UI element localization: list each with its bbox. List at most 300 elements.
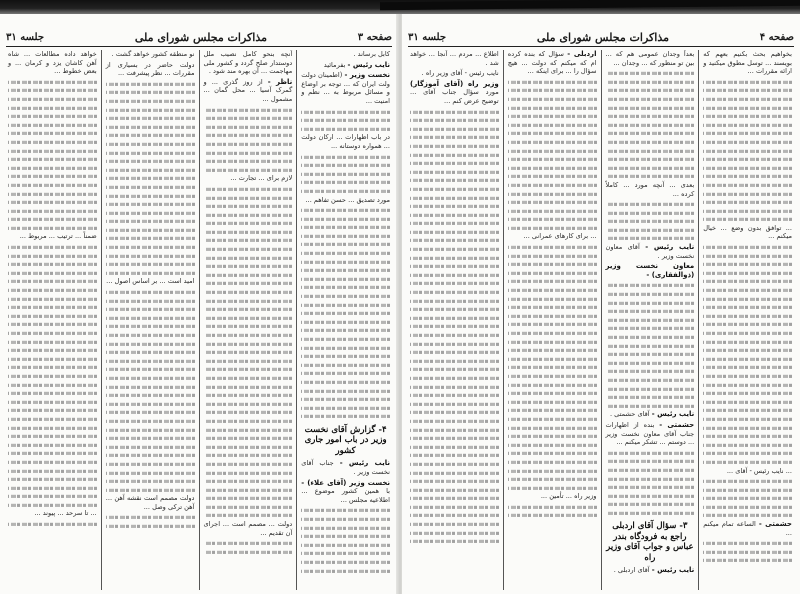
speaker-label: نایب رئیس - (339, 459, 390, 468)
text-line (106, 194, 195, 197)
paragraph: وزیر راه ... تأمین ... (540, 492, 597, 501)
text-line (703, 175, 792, 178)
text-line (410, 205, 499, 208)
column-1 (698, 50, 796, 590)
text-line (703, 158, 792, 161)
text-line (703, 332, 792, 335)
text-line (606, 512, 695, 515)
text-line (508, 132, 597, 135)
text-line (703, 218, 792, 221)
text-line (410, 325, 499, 328)
paragraph: دولت ... مصمم است ... اجرای آن تقدیم ... (203, 520, 293, 537)
text-line (106, 334, 195, 337)
text-line (204, 299, 293, 302)
text-line (606, 379, 695, 382)
text-line (106, 463, 195, 466)
text-line (8, 218, 97, 221)
text-line (204, 385, 293, 388)
text-line (106, 360, 195, 363)
text-line (606, 301, 695, 304)
column-4 (406, 50, 503, 590)
text-line (410, 196, 499, 199)
text-line (508, 332, 597, 335)
text-line (508, 486, 597, 489)
scan-edge-shadow (0, 0, 800, 14)
text-line (301, 561, 390, 564)
text-line (508, 106, 597, 109)
text-line (606, 494, 695, 497)
text-line (508, 358, 597, 361)
text-line (606, 460, 695, 463)
speaker-label: اردبلی - (567, 50, 597, 58)
text-line (606, 293, 695, 296)
text-line (703, 435, 792, 438)
text-line (8, 366, 97, 369)
text-line (8, 149, 97, 152)
text-line (106, 126, 195, 129)
paragraph: کابل برساند . (353, 50, 390, 58)
text-line (106, 177, 195, 180)
text-line (410, 360, 499, 363)
text-line (410, 188, 499, 191)
text-line (410, 394, 499, 397)
text-line (106, 411, 195, 414)
paragraph: ... توافق بدون وضع ... خیال میکنم ... (703, 223, 792, 241)
text-line (508, 209, 597, 212)
paragraph: مورد تصدیق ... حسن تفاهم ... (305, 195, 390, 204)
text-line (204, 411, 293, 414)
text-line (8, 315, 97, 318)
text-line (410, 342, 499, 345)
text-line (8, 461, 97, 464)
text-line (8, 409, 97, 412)
text-line (204, 117, 293, 120)
text-line (703, 452, 792, 455)
text-line (8, 504, 97, 507)
speaker-label: حشمتی - (659, 420, 695, 429)
text-line (410, 351, 499, 354)
text-line (410, 256, 499, 259)
text-line (703, 306, 792, 309)
text-line (8, 401, 97, 404)
text-line (8, 98, 97, 101)
text-line (106, 446, 195, 449)
text-line (301, 217, 390, 220)
text-line (508, 306, 597, 309)
paragraph: نایب رئیس - آقای اردبلی . (613, 566, 695, 575)
text-line (106, 368, 195, 371)
column-2 (601, 50, 699, 590)
text-line (204, 256, 293, 259)
text-line (508, 375, 597, 378)
text-line (204, 274, 293, 277)
text-line (508, 184, 597, 187)
text-line (106, 317, 195, 320)
text-line (606, 396, 695, 399)
text-line (8, 209, 97, 212)
text-line (204, 454, 293, 457)
text-line (204, 143, 293, 146)
text-line (410, 136, 499, 139)
text-line (508, 81, 597, 84)
page-number: صفحه ۳ (357, 32, 392, 43)
text-line (508, 506, 597, 509)
text-line (508, 167, 597, 170)
text-line (204, 231, 293, 234)
text-line (301, 364, 390, 367)
session-number: جلسه ۳۱ (408, 32, 447, 43)
text-line (204, 551, 293, 554)
text-line (204, 134, 293, 137)
text-line (410, 428, 499, 431)
text-line (8, 254, 97, 257)
text-line (703, 98, 792, 101)
text-line (606, 237, 695, 240)
paragraph: نو منطقه کشور خواهد گشت . (111, 50, 195, 58)
text-line (508, 478, 597, 481)
text-line (204, 506, 293, 509)
text-line (8, 452, 97, 455)
text-line (606, 405, 695, 408)
text-line (106, 385, 195, 388)
paragraph (606, 262, 695, 279)
text-line (410, 308, 499, 311)
text-line (410, 110, 499, 113)
text-line (606, 158, 695, 161)
paragraph: دولت حاضر در بسیاری از مقررات ... نظر پیشرفت ... (105, 60, 195, 78)
text-line (301, 128, 390, 131)
text-line (106, 488, 195, 491)
text-line (508, 366, 597, 369)
text-line (410, 162, 499, 165)
text-line (106, 254, 195, 257)
text-line (606, 319, 695, 322)
text-line (8, 469, 97, 472)
text-line (508, 246, 597, 249)
text-line (703, 315, 792, 318)
text-line (410, 171, 499, 174)
speaker-label: نایب رئیس - (347, 60, 390, 69)
text-line (106, 220, 195, 223)
paragraph: ضمناً ... ترتیب ... مربوط ... (19, 232, 97, 241)
text-line (106, 211, 195, 214)
text-line (204, 334, 293, 337)
text-line (508, 315, 597, 318)
text-line (606, 336, 695, 339)
text-line (204, 317, 293, 320)
text-line (8, 392, 97, 395)
text-line (410, 471, 499, 474)
text-line (703, 89, 792, 92)
text-line (703, 488, 792, 491)
text-line (606, 370, 695, 373)
text-line (8, 486, 97, 489)
speaker-label: نایب رئیس - (645, 243, 695, 252)
text-line (606, 149, 695, 152)
text-line (301, 173, 390, 176)
text-line (508, 392, 597, 395)
paragraph: دولت مصمم است نقشه آهن ... آهن ترکی وصل ... (105, 494, 195, 511)
text-line (606, 89, 695, 92)
text-line (703, 192, 792, 195)
column-2 (199, 50, 297, 590)
paragraph: ... تا سرحد ... پیوند ... (34, 509, 97, 518)
text-line (106, 516, 195, 519)
text-line (301, 243, 390, 246)
text-line (703, 272, 792, 275)
section-heading: ۳- سؤال آقای اردبلی راجع به فرودگاه بندر عباس و جواب آقای وزیر راه (606, 521, 694, 563)
text-line (410, 239, 499, 242)
text-line (508, 201, 597, 204)
text-line (106, 308, 195, 311)
text-line (508, 141, 597, 144)
text-line (606, 486, 695, 489)
text-line (106, 246, 195, 249)
text-line (410, 497, 499, 500)
text-line (703, 323, 792, 326)
text-line (8, 426, 97, 429)
text-line (301, 526, 390, 529)
text-line (106, 143, 195, 146)
column-3 (101, 50, 199, 590)
text-line (410, 437, 499, 440)
section-heading: ۴- گزارش آقای نخست وزیر در باب امور جاری کشور (304, 424, 387, 456)
text-line (410, 368, 499, 371)
text-line (8, 340, 97, 343)
paragraph: نخست وزیر - (اطمینان دولت ولت ایران که ... توجه بر اوضاع و مسائل مربوط به ... نظم و امنیت ... (301, 71, 390, 105)
text-line (606, 344, 695, 347)
text-line (606, 452, 695, 455)
text-line (204, 377, 293, 380)
text-line (301, 329, 390, 332)
text-line (703, 409, 792, 412)
right-page-columns (406, 50, 796, 590)
text-line (703, 506, 792, 509)
text-line (106, 100, 195, 103)
text-line (8, 383, 97, 386)
text-line (410, 145, 499, 148)
text-line (106, 229, 195, 232)
text-line (703, 141, 792, 144)
text-line (301, 278, 390, 281)
text-line (508, 192, 597, 195)
speaker-label: حشمتی - (758, 520, 792, 529)
text-line (410, 274, 499, 277)
text-line (410, 265, 499, 268)
text-line (8, 158, 97, 161)
column-1 (296, 50, 394, 590)
text-line (703, 106, 792, 109)
text-line (8, 132, 97, 135)
text-line (8, 358, 97, 361)
text-line (106, 471, 195, 474)
paragraph: حشمتی - الساعه تمام میکنم ... (703, 520, 792, 537)
text-line (106, 83, 195, 86)
text-line (703, 349, 792, 352)
text-line (301, 252, 390, 255)
text-line (508, 469, 597, 472)
text-line (8, 280, 97, 283)
text-line (204, 463, 293, 466)
text-line (606, 469, 695, 472)
paragraph: بعدی ... آنچه مورد ... کاملاً کرده ... (605, 180, 695, 198)
text-line (703, 201, 792, 204)
text-line (508, 289, 597, 292)
text-line (8, 306, 97, 309)
text-line (703, 542, 792, 545)
text-line (301, 235, 390, 238)
text-line (204, 169, 293, 172)
publication-title: مذاکرات مجلس شورای ملی (536, 31, 669, 44)
text-line (301, 355, 390, 358)
text-line (703, 115, 792, 118)
text-line (703, 124, 792, 127)
text-line (410, 403, 499, 406)
text-line (204, 222, 293, 225)
text-line (106, 351, 195, 354)
text-line (508, 263, 597, 266)
paragraph: در باب اظهارات ... ارکان دولت ... همواره دوستانه ... (301, 133, 390, 150)
text-line (703, 132, 792, 135)
text-line (508, 227, 597, 230)
text-line (301, 226, 390, 229)
text-line (606, 327, 695, 330)
text-line (301, 544, 390, 547)
text-line (204, 360, 293, 363)
text-line (606, 72, 695, 75)
text-line (703, 289, 792, 292)
text-line (508, 98, 597, 101)
text-line (204, 291, 293, 294)
text-line (410, 299, 499, 302)
text-line (508, 272, 597, 275)
text-line (410, 420, 499, 423)
paragraph: حشمتی - بنده از اظهارات جناب آقای معاون نخست وزیر ... دوستم ... تشکر میکنم ... (605, 420, 695, 447)
text-line (8, 175, 97, 178)
text-line (204, 394, 293, 397)
text-line (703, 401, 792, 404)
paragraph: اطلاع ... مردم ... آنجا ... خواهد شد . (410, 50, 499, 67)
text-line (204, 248, 293, 251)
text-line (106, 134, 195, 137)
text-line (606, 220, 695, 223)
text-line (204, 437, 293, 440)
text-line (301, 518, 390, 521)
session-number: جلسه ۳۱ (6, 32, 45, 43)
text-line (606, 106, 695, 109)
text-line (204, 542, 293, 545)
text-line (8, 81, 97, 84)
paragraph: نایب رئیس - آقای وزیر راه . (421, 69, 499, 78)
speaker-label: نخست وزیر (آقای علاء) - (301, 478, 390, 487)
text-line (410, 119, 499, 122)
text-line (204, 205, 293, 208)
text-line (301, 303, 390, 306)
text-line (106, 394, 195, 397)
text-line (508, 124, 597, 127)
text-line (606, 503, 695, 506)
text-line (703, 254, 792, 257)
text-line (606, 203, 695, 206)
text-line (703, 480, 792, 483)
text-line (301, 389, 390, 392)
text-line (410, 153, 499, 156)
text-line (606, 387, 695, 390)
left-page-header (6, 28, 392, 47)
text-line (410, 523, 499, 526)
text-line (106, 237, 195, 240)
text-line (8, 89, 97, 92)
text-line (410, 377, 499, 380)
text-line (301, 381, 390, 384)
text-line (301, 338, 390, 341)
text-line (703, 340, 792, 343)
text-line (508, 340, 597, 343)
text-line (106, 403, 195, 406)
text-line (508, 426, 597, 429)
text-line (204, 488, 293, 491)
text-line (8, 201, 97, 204)
text-line (204, 151, 293, 154)
text-line (410, 231, 499, 234)
text-line (508, 175, 597, 178)
text-line (8, 167, 97, 170)
paragraph: بعداً وجدان عمومی هم که ... بین تو منظور که ... وجدان ... (605, 50, 695, 67)
column-4 (4, 50, 101, 590)
text-line (410, 514, 499, 517)
text-line (606, 124, 695, 127)
text-line (703, 444, 792, 447)
text-line (703, 551, 792, 554)
text-line (703, 418, 792, 421)
text-line (8, 418, 97, 421)
text-line (508, 349, 597, 352)
text-line (410, 454, 499, 457)
text-line (106, 299, 195, 302)
text-line (204, 308, 293, 311)
text-line (703, 366, 792, 369)
text-line (410, 446, 499, 449)
text-line (508, 297, 597, 300)
text-line (606, 353, 695, 356)
text-line (204, 403, 293, 406)
text-line (106, 203, 195, 206)
paragraph: خواهد داده مطالعات ... شاه آهن کاشان یزد و کرمان ... و بعض خطوط ... (8, 50, 97, 76)
text-line (106, 480, 195, 483)
text-line (410, 488, 499, 491)
text-line (606, 132, 695, 135)
text-line (703, 184, 792, 187)
text-line (703, 263, 792, 266)
text-line (410, 282, 499, 285)
text-line (8, 246, 97, 249)
text-line (703, 392, 792, 395)
text-line (8, 192, 97, 195)
text-line (204, 351, 293, 354)
right-page-header (408, 28, 794, 47)
paragraph: ... نایب رئیس - آقای ... (726, 466, 792, 475)
text-line (703, 497, 792, 500)
text-line (204, 196, 293, 199)
text-line (106, 117, 195, 120)
text-line (301, 372, 390, 375)
text-line (606, 175, 695, 178)
text-line (301, 260, 390, 263)
text-line (204, 239, 293, 242)
text-line (8, 323, 97, 326)
text-line (606, 167, 695, 170)
text-line (106, 454, 195, 457)
